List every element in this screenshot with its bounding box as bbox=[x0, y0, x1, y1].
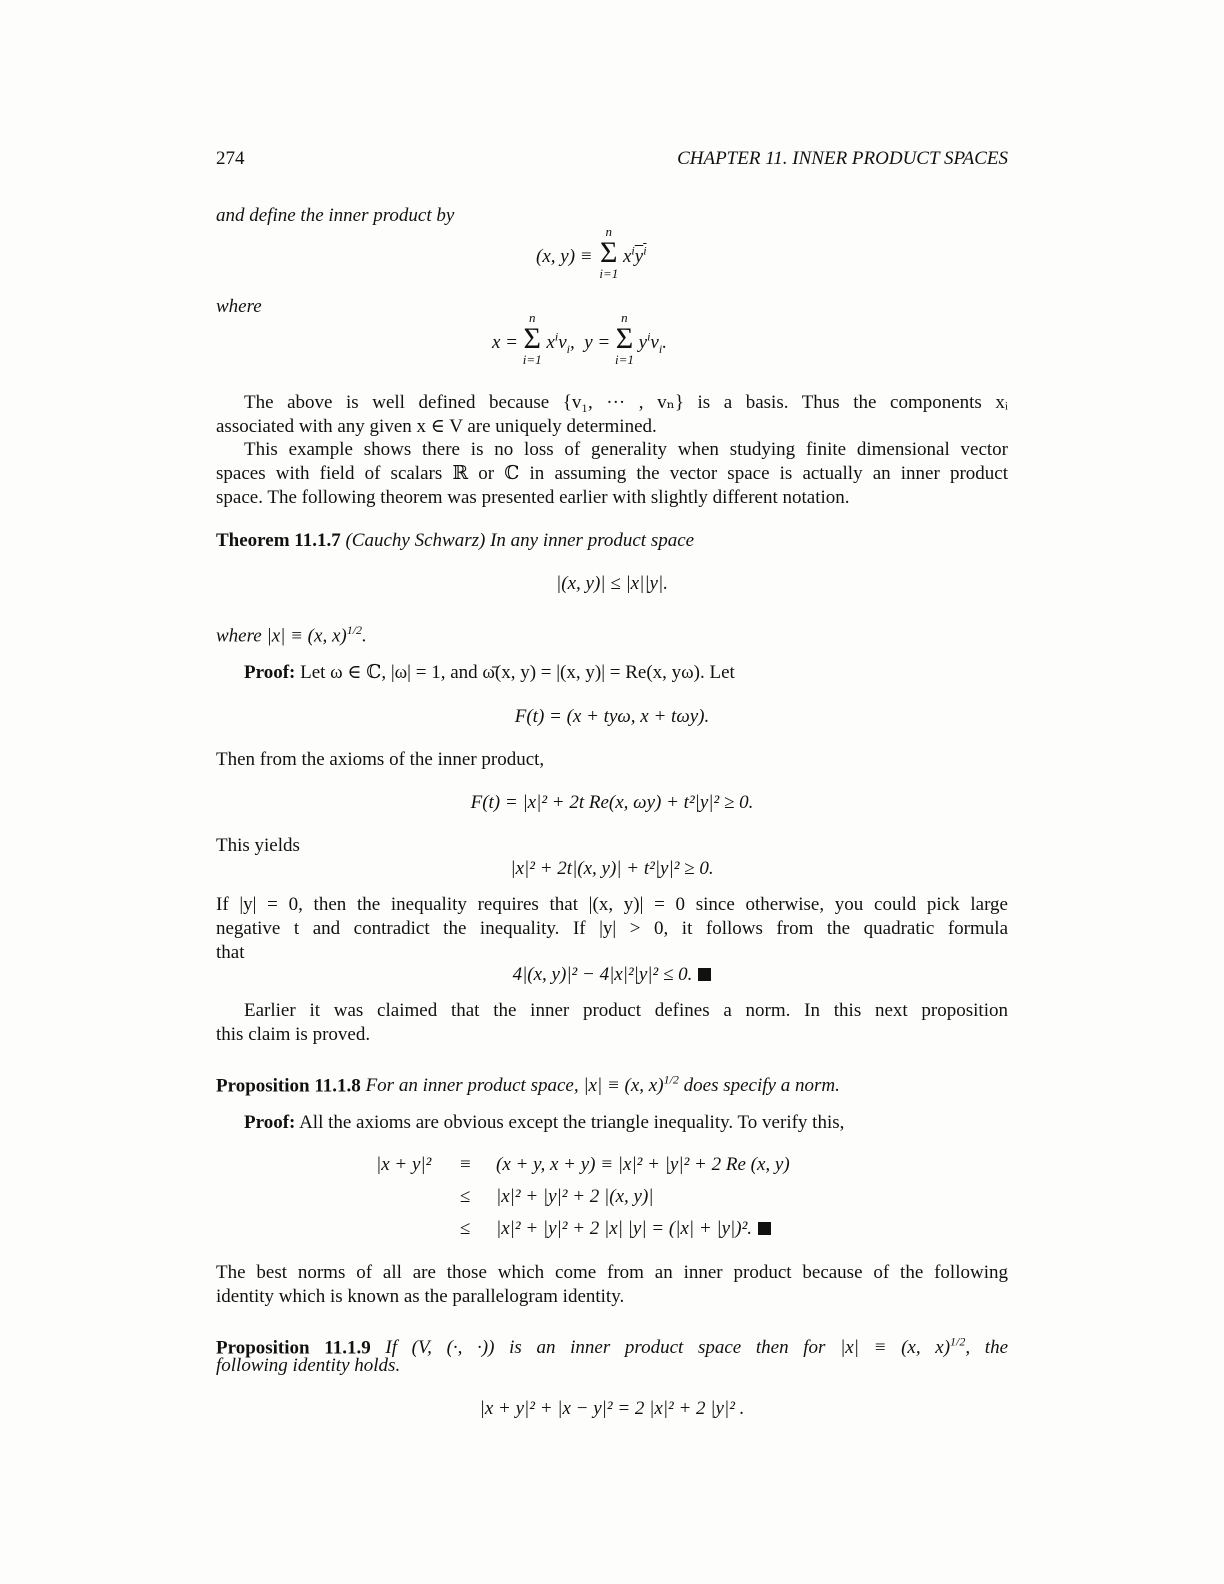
theorem-text: (Cauchy Schwarz) In any inner product space bbox=[345, 530, 695, 551]
proof-label: Proof: bbox=[244, 1112, 296, 1133]
norm-definition: where |x| ≡ (x, x)$^{1/2}$. bbox=[216, 623, 367, 647]
intro-line: and define the inner product by bbox=[216, 205, 455, 226]
theorem-heading bbox=[216, 529, 694, 553]
proof-line: Proof: Let ω ∈ ℂ, |ω| = 1, and ω̄(x, y) = |(x, y)| = Re(x, yω). Let bbox=[244, 662, 735, 683]
equation-F-expand: F(t) = |x|² + 2t Re(x, ωy) + t²|y|² ≥ 0. bbox=[470, 792, 754, 813]
equation-cauchy-schwarz: |(x, y)| ≤ |x||y|. bbox=[556, 573, 668, 594]
proof-line: Proof: All the axioms are obvious except the triangle inequality. To verify this, bbox=[244, 1112, 845, 1133]
aligned-relation: ≡ bbox=[460, 1154, 471, 1175]
paragraph-line: identity which is known as the parallelogram identity. bbox=[216, 1286, 625, 1307]
running-header: CHAPTER 11. INNER PRODUCT SPACES bbox=[677, 148, 1008, 169]
where-label: where bbox=[216, 296, 262, 317]
paragraph-line: space. The following theorem was presented earlier with slightly different notation. bbox=[216, 487, 850, 508]
proposition-text: following identity holds. bbox=[216, 1355, 401, 1376]
paragraph-line: negative t and contradict the inequality. If |y| > 0, it follows from the quadratic formula bbox=[216, 918, 1008, 939]
qed-square-icon bbox=[758, 1222, 771, 1235]
sigma-upper: n bbox=[605, 224, 613, 239]
paragraph-line: this claim is proved. bbox=[216, 1024, 371, 1045]
paragraph-line: The best norms of all are those which come from an inner product because of the following bbox=[216, 1262, 1008, 1283]
equation-parallelogram: |x + y|² + |x − y|² = 2 |x|² + 2 |y|² . bbox=[479, 1398, 745, 1419]
aligned-relation: ≤ bbox=[460, 1218, 471, 1239]
qed-square-icon bbox=[698, 968, 711, 981]
aligned-lhs: |x + y|² bbox=[376, 1154, 432, 1175]
paragraph-line: Earlier it was claimed that the inner product defines a norm. In this next proposition bbox=[244, 1000, 1008, 1021]
aligned-rhs: |x|² + |y|² + 2 |x| |y| = (|x| + |y|)². bbox=[496, 1218, 771, 1240]
proposition-heading: Proposition 11.1.9 If (V, (·, ·)) is an inner product space then for |x| ≡ (x, x)$^{1/2}$, the bbox=[216, 1335, 1009, 1359]
paragraph-line: This example shows there is no loss of generality when studying finite dimensional vector bbox=[244, 439, 1008, 460]
proof-label: Proof: bbox=[244, 662, 296, 683]
page-number: 274 bbox=[216, 148, 245, 169]
proposition-label: Proposition 11.1.9 bbox=[216, 1337, 371, 1359]
paragraph-line: spaces with field of scalars ℝ or ℂ in assuming the vector space is actually an inner product bbox=[216, 463, 1008, 484]
equation-basis-expansion: x = n Σ i=1 $x^iv_i$, y = n Σ i=1 $y^iv_i$. bbox=[492, 310, 667, 367]
equation-inner-product-def: (x, y) ≡ n Σ i=1 $x^iy^i$ bbox=[536, 224, 647, 281]
equation-F-def: F(t) = (x + tyω, x + tωy). bbox=[514, 706, 710, 727]
aligned-rhs: (x + y, x + y) ≡ |x|² + |y|² + 2 Re (x, y) bbox=[496, 1154, 790, 1175]
paragraph-line: If |y| = 0, then the inequality requires that |(x, y)| = 0 since otherwise, you could pick large bbox=[216, 894, 1008, 915]
proposition-heading: Proposition 11.1.8 For an inner product space, |x| ≡ (x, x)$^{1/2}$ does specify a norm. bbox=[216, 1073, 840, 1097]
equation-discriminant: 4|(x, y)|² − 4|x|²|y|² ≤ 0. bbox=[216, 963, 1008, 987]
aligned-rhs: |x|² + |y|² + 2 |(x, y)| bbox=[496, 1186, 654, 1207]
paragraph-line: that bbox=[216, 942, 245, 963]
paragraph-line: Then from the axioms of the inner product, bbox=[216, 749, 545, 770]
equation-yields: |x|² + 2t|(x, y)| + t²|y|² ≥ 0. bbox=[510, 858, 714, 879]
sigma-lower: i=1 bbox=[599, 266, 619, 281]
paragraph-line: The above is well defined because {v₁, ··· , vₙ} is a basis. Thus the components xᵢ bbox=[244, 392, 1008, 413]
theorem-label: Theorem 11.1.7 bbox=[216, 530, 341, 551]
proposition-label: Proposition 11.1.8 bbox=[216, 1075, 361, 1097]
aligned-relation: ≤ bbox=[460, 1186, 471, 1207]
paragraph-line: This yields bbox=[216, 835, 300, 856]
paragraph-line: associated with any given x ∈ V are uniquely determined. bbox=[216, 416, 657, 437]
